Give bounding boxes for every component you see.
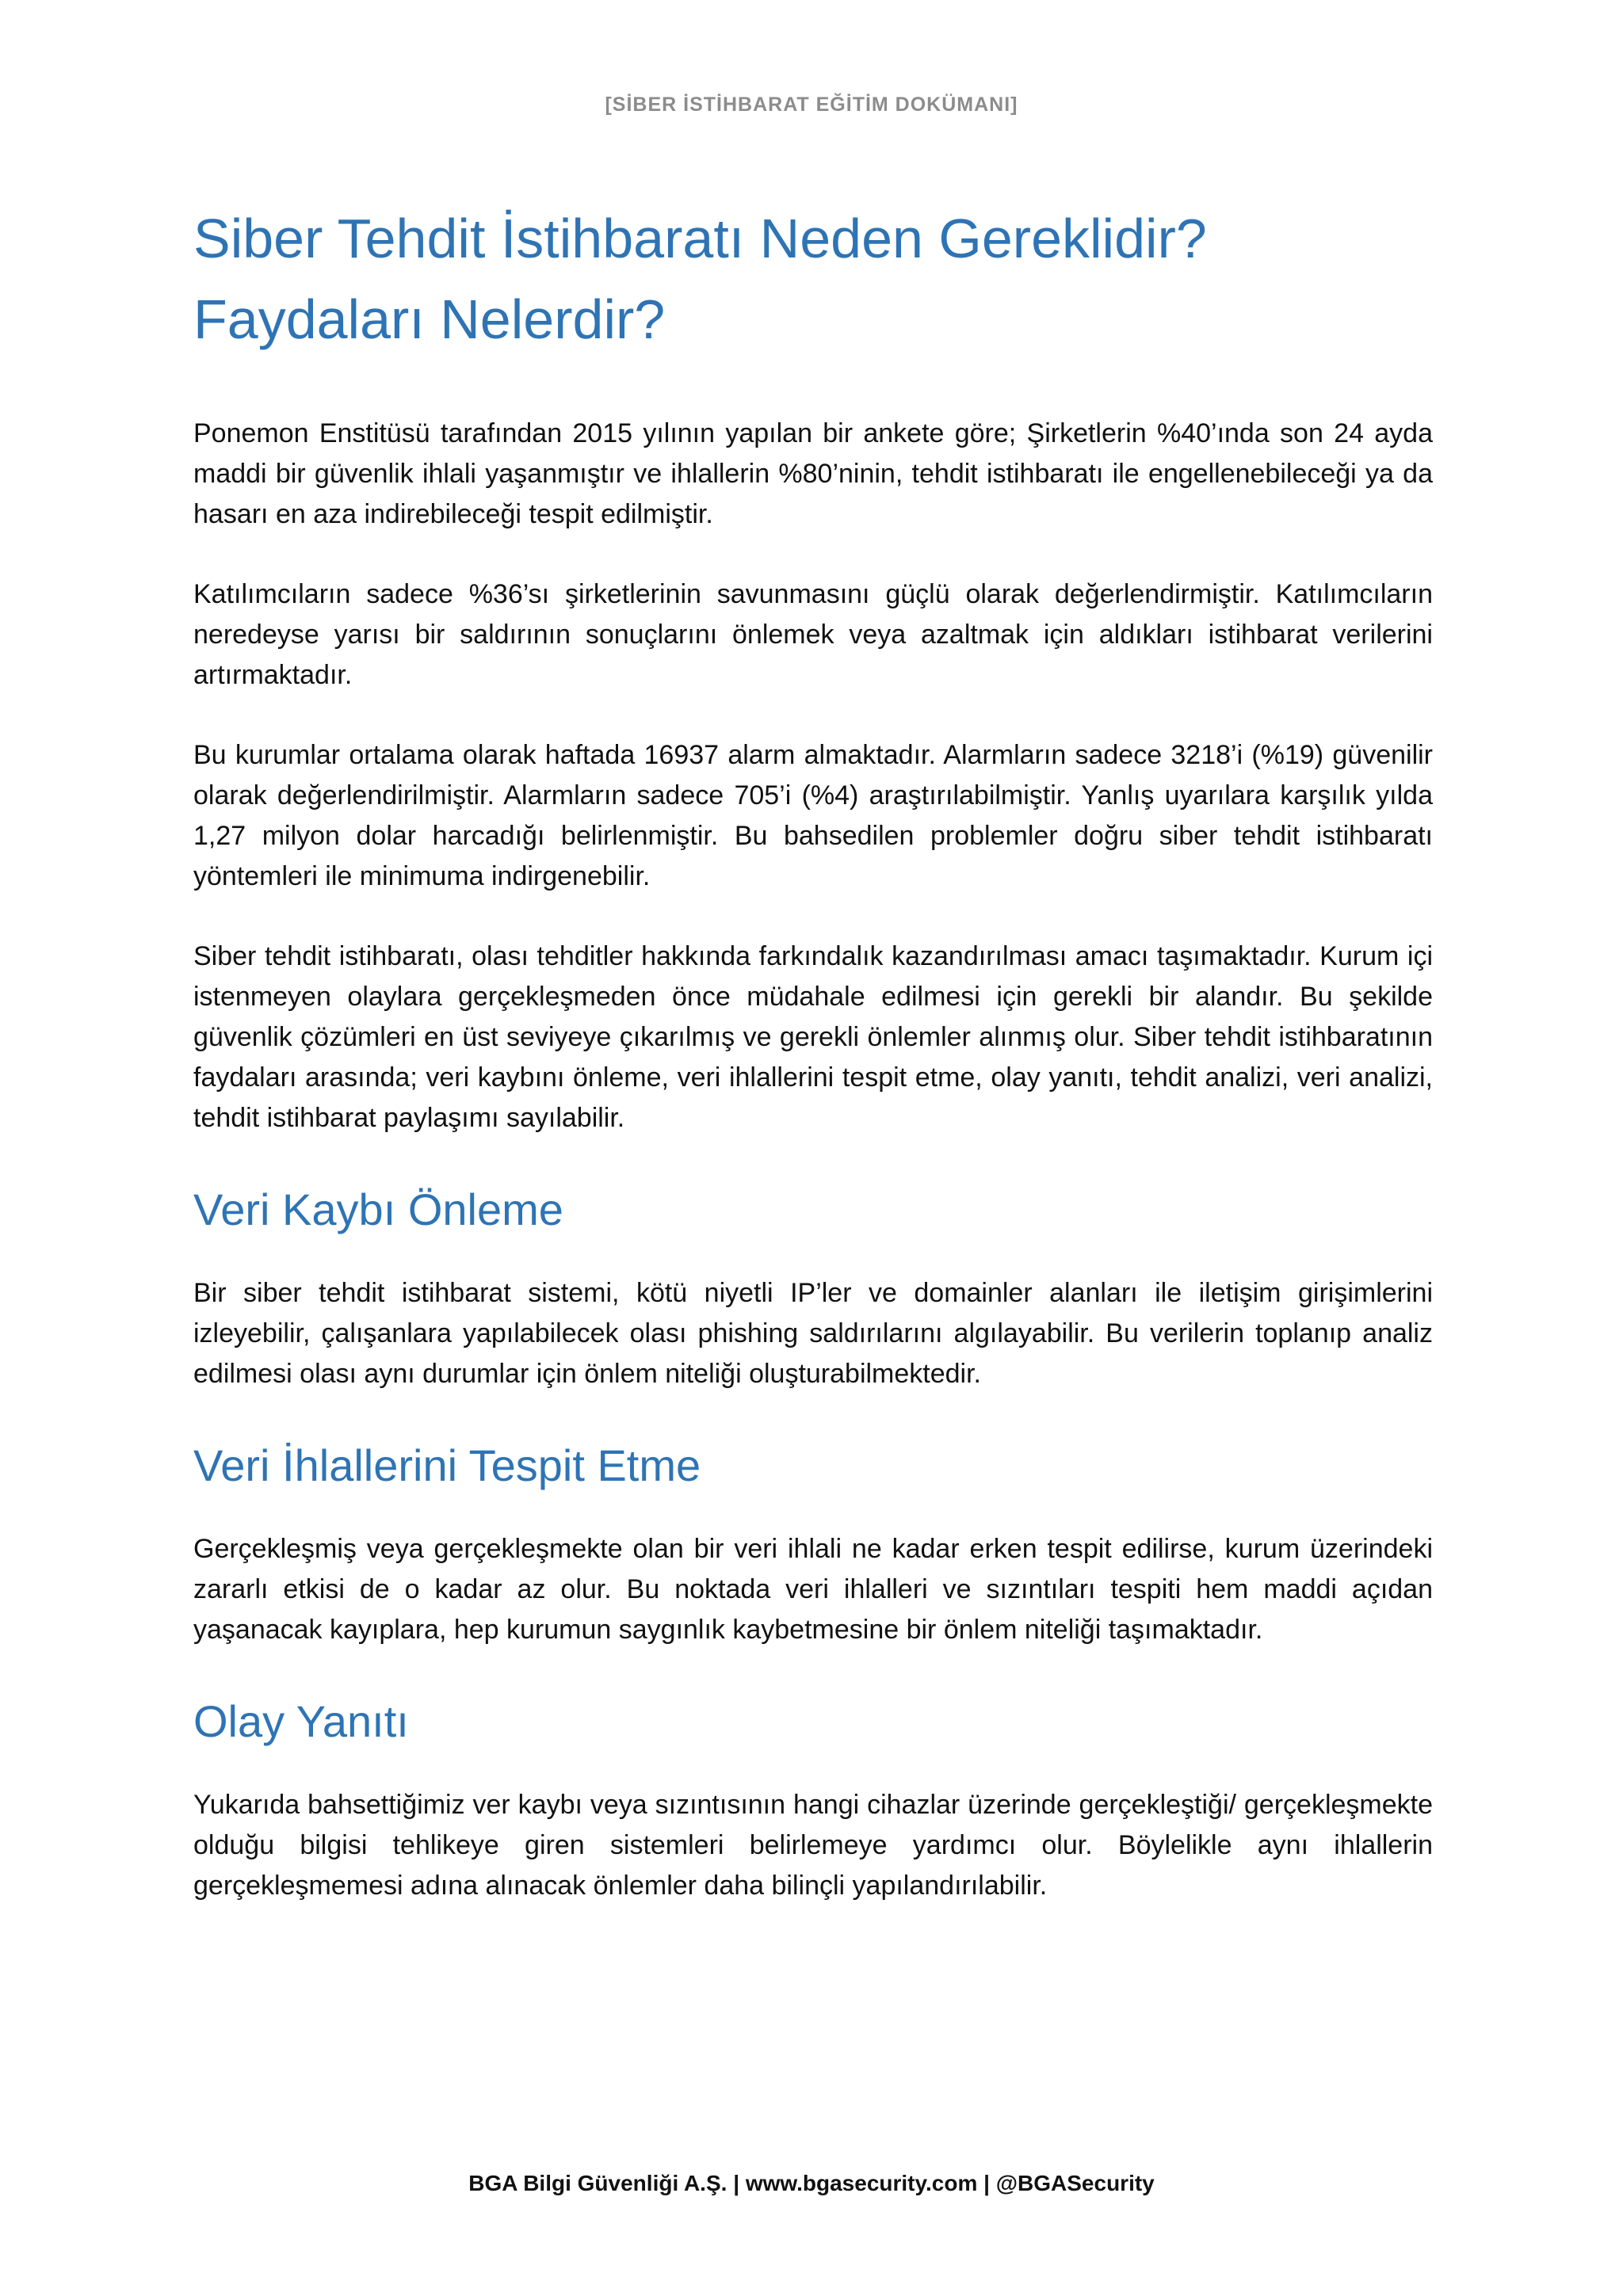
intro-paragraph-3: Bu kurumlar ortalama olarak haftada 16937 alarm almaktadır. Alarmların sadece 3218’i (%19) güvenilir olarak değerlendirilmiştir. Alarmların sadece 705’i (%4) araştırılabilmiştir. Yanlış uyarılara karşılık yılda 1,27 milyon dolar harcadığı belirlenmiştir. Bu bahsedilen problemler doğru siber tehdit istihbaratı yöntemleri ile minimuma indirgenebilir. xyxy=(193,740,1433,891)
intro-paragraph-4: Siber tehdit istihbaratı, olası tehditler hakkında farkındalık kazandırılması amacı taşımaktadır. Kurum içi istenmeyen olaylara gerçekleşmeden önce müdahale edilmesi için gerekli bir alandır. Bu şekilde güvenlik çözümleri en üst seviyeye çıkarılmış ve gerekli önlemler alınmış olur. Siber tehdit istihbaratının faydaları arasında; veri kaybını önleme, veri ihlallerini tespit etme, olay yanıtı, tehdit analizi, veri analizi, tehdit istihbarat paylaşımı sayılabilir. xyxy=(193,941,1433,1133)
intro-paragraph-2: Katılımcıların sadece %36’sı şirketlerinin savunmasını güçlü olarak değerlendirmiştir. Katılımcıların neredeyse yarısı bir saldırının sonuçlarını önlemek veya azaltmak için aldıkları istihbarat verilerini artırmaktadır. xyxy=(193,579,1433,690)
section-paragraph: Bir siber tehdit istihbarat sistemi, kötü niyetli IP’ler ve domainler alanları ile iletişim girişimlerini izleyebilir, çalışanlara yapılabilecek olası phishing saldırılarını algılayabilir. Bu verilerin toplanıp analiz edilmesi olası aynı durumlar için önlem niteliği oluşturabilmektedir. xyxy=(193,1278,1433,1389)
section-paragraph: Gerçekleşmiş veya gerçekleşmekte olan bir veri ihlali ne kadar erken tespit edilirse, kurum üzerindeki zararlı etkisi de o kadar az olur. Bu noktada veri ihlalleri ve sızıntıları tespiti hem maddi açıdan yaşanacak kayıplara, hep kurumun saygınlık kaybetmesine bir önlem niteliği taşımaktadır. xyxy=(193,1534,1433,1645)
page-title xyxy=(193,198,1433,360)
page-title-line-1: Siber Tehdit İstihbaratı Neden Gereklidir? xyxy=(193,208,1207,269)
intro-section xyxy=(193,414,1433,1138)
section-paragraph: Yukarıda bahsettiğimiz ver kaybı veya sızıntısının hangi cihazlar üzerinde gerçekleştiği/ gerçekleşmekte olduğu bilgisi tehlikeye giren sistemleri belirlemeye yardımcı olur. Böylelikle aynı ihlallerin gerçekleşmemesi adına alınacak önlemler daha bilinçli yapılandırılabilir. xyxy=(193,1790,1433,1901)
section-heading: Veri İhlallerini Tespit Etme xyxy=(193,1440,701,1490)
section-heading: Olay Yanıtı xyxy=(193,1696,409,1746)
page-header: [SİBER İSTİHBARAT EĞİTİM DOKÜMANI] xyxy=(605,93,1018,116)
document-body xyxy=(193,198,1433,1946)
intro-paragraph-1: Ponemon Enstitüsü tarafından 2015 yılının yapılan bir ankete göre; Şirketlerin %40’ında son 24 ayda maddi bir güvenlik ihlali yaşanmıştır ve ihlallerin %80’ninin, tehdit istihbaratı ile engellenebileceği ya da hasarı en aza indirebileceği tespit edilmiştir. xyxy=(193,418,1433,529)
section-heading: Veri Kaybı Önleme xyxy=(193,1184,563,1234)
section-olay-yaniti xyxy=(193,1690,1433,1906)
section-veri-kaybi-onleme xyxy=(193,1178,1433,1394)
page-title-line-2: Faydaları Nelerdir? xyxy=(193,288,666,350)
page-footer: BGA Bilgi Güvenliği A.Ş. | www.bgasecurity.com | @BGASecurity xyxy=(468,2171,1155,2195)
section-veri-ihlallerini-tespit-etme xyxy=(193,1434,1433,1650)
